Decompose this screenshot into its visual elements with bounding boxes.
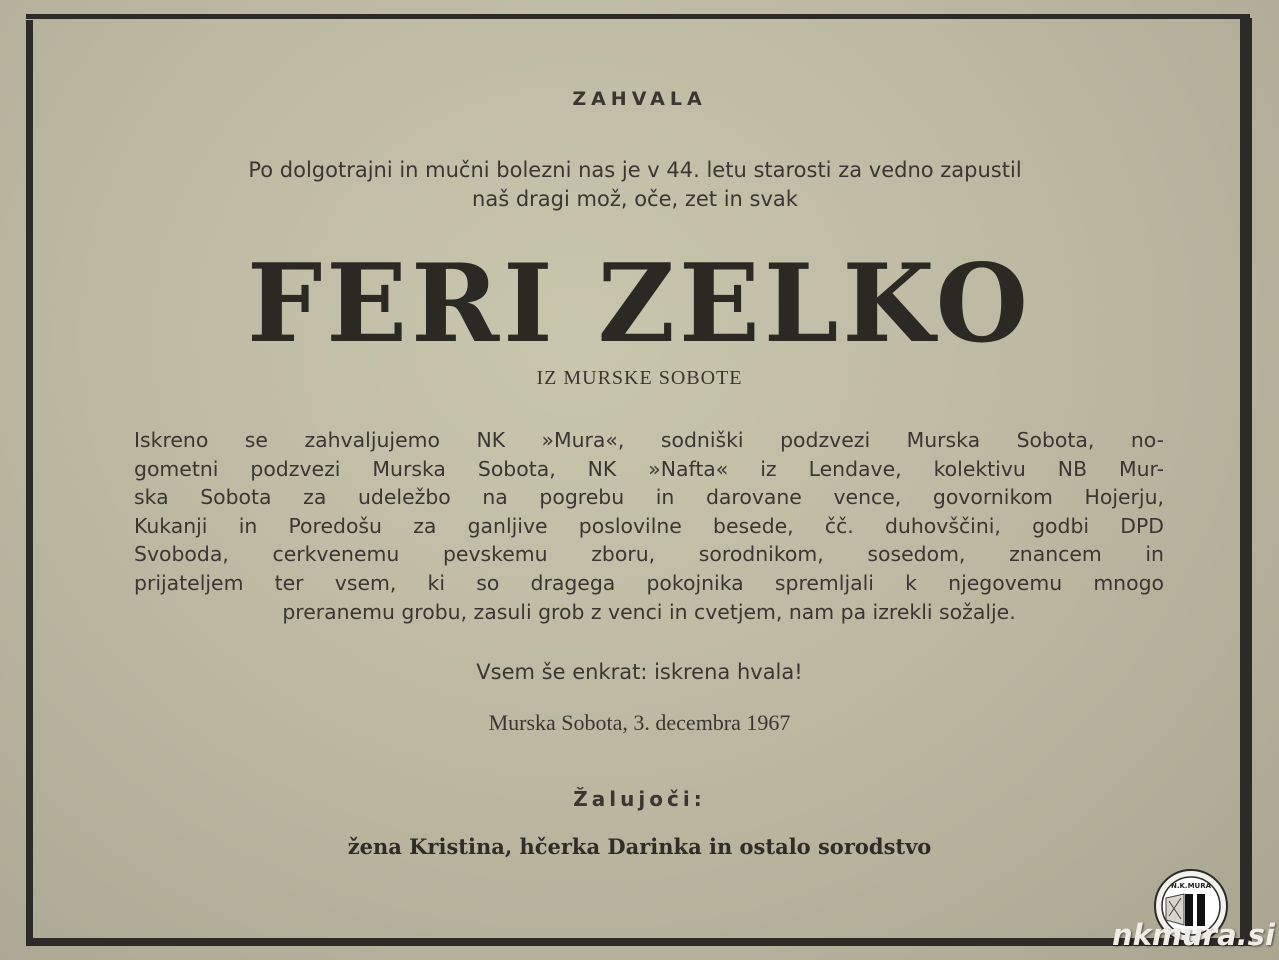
border-bottom bbox=[26, 938, 1252, 946]
body-line: Kukanji in Poredošu za ganljive poslovilne besede, čč. duhovščini, godbi DPD bbox=[134, 513, 1164, 538]
place-and-date: Murska Sobota, 3. decembra 1967 bbox=[488, 710, 791, 735]
body-line: prijateljem ter vsem, ki so dragega pokojnika spremljali k njegovemu mnogo bbox=[134, 570, 1164, 595]
logo-text: N.K.MURA bbox=[1170, 882, 1212, 890]
body-line: preranemu grobu, zasuli grob z venci in cvetjem, nam pa izrekli sožalje. bbox=[282, 599, 1016, 624]
acknowledgement-text bbox=[134, 426, 1164, 626]
intro-line-1: Po dolgotrajni in mučni bolezni nas je v 44. letu starosti za vedno zapustil bbox=[248, 158, 1022, 182]
intro-line-2: naš dragi mož, oče, zet in svak bbox=[472, 187, 798, 211]
mourners-heading: Žalujoči: bbox=[573, 787, 706, 811]
body-line: Iskreno se zahvaljujemo NK »Mura«, sodniški podzvezi Murska Sobota, no- bbox=[134, 428, 1164, 452]
notice-intro bbox=[120, 156, 1150, 214]
closing-thanks: Vsem še enkrat: iskrena hvala! bbox=[476, 660, 803, 684]
body-line: gometni podzvezi Murska Sobota, NK »Nafta« iz Lendave, kolektivu NB Mur- bbox=[134, 456, 1164, 481]
deceased-name: FERI ZELKO bbox=[247, 238, 1032, 367]
body-line: ska Sobota za udeležbo na pogrebu in darovane vence, govornikom Hojerju, bbox=[134, 485, 1164, 510]
notice-heading: ZAHVALA bbox=[572, 88, 707, 110]
deceased-origin: IZ MURSKE SOBOTE bbox=[536, 367, 743, 389]
body-line: Svoboda, cerkvenemu pevskemu zboru, sorodnikom, sosedom, znancem in bbox=[134, 542, 1164, 567]
border-top bbox=[26, 14, 1250, 19]
mourners-list: žena Kristina, hčerka Darinka in ostalo sorodstvo bbox=[347, 834, 932, 859]
website-watermark: nkmura.si bbox=[1112, 918, 1275, 952]
